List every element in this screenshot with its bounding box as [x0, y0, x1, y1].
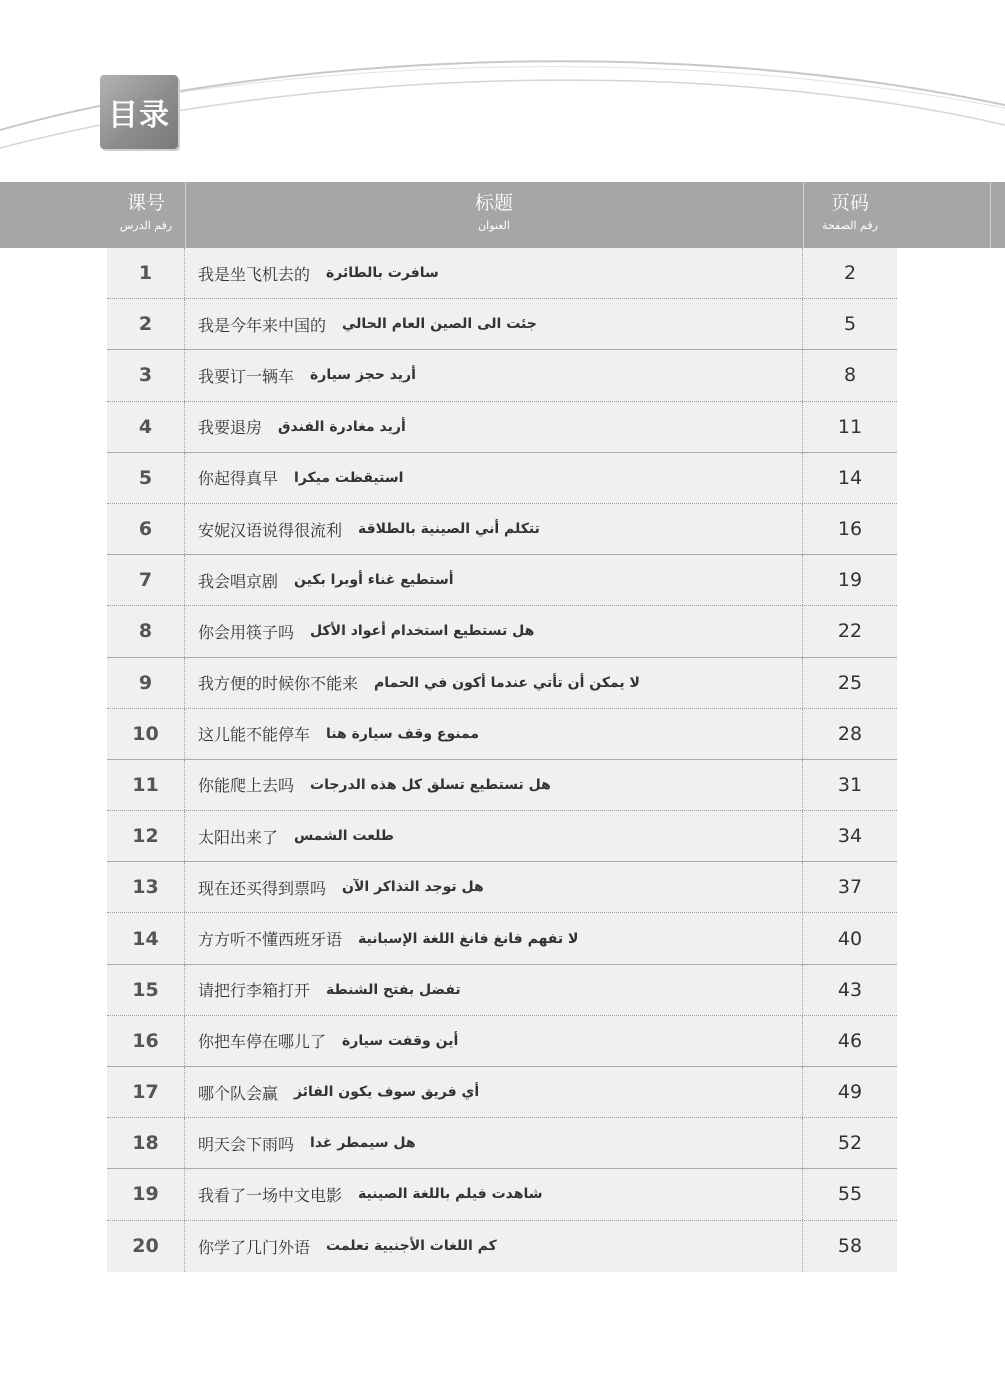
- table-row: [107, 1221, 897, 1272]
- lesson-title-ar: ممنوع وقف سيارة هنا: [326, 725, 480, 742]
- lesson-page-number: 34: [837, 825, 863, 848]
- lesson-page-number: 25: [837, 671, 863, 694]
- header-lesson-number-ar: رقم الدرس: [119, 219, 173, 232]
- lesson-title-zh: 现在还买得到票吗: [198, 878, 327, 898]
- lesson-title-ar: هل توجد التذاكر الآن: [342, 879, 484, 896]
- lesson-number: 10: [107, 709, 185, 759]
- lesson-title: [185, 453, 803, 503]
- lesson-title-ar: أي فريق سوف يكون الفائز: [294, 1084, 480, 1101]
- lesson-page-number: 31: [837, 773, 863, 796]
- header-lesson-number: [107, 182, 185, 248]
- lesson-title: [185, 913, 803, 963]
- lesson-page-number: 11: [837, 415, 863, 438]
- lesson-page-number: 37: [837, 876, 863, 899]
- lesson-number: 11: [107, 760, 185, 810]
- header-page-number-zh: 页码: [830, 192, 869, 214]
- table-row: [107, 1067, 897, 1118]
- table-row: [107, 350, 897, 401]
- lesson-title-ar: لا يمكن أن تأتي عندما أكون في الحمام: [374, 674, 640, 691]
- lesson-title: [185, 555, 803, 605]
- lesson-title-zh: 我是坐飞机去的: [198, 264, 311, 284]
- table-row: [107, 555, 897, 606]
- lesson-title-zh: 请把行李箱打开: [198, 981, 311, 1001]
- lesson-title-zh: 你把车停在哪儿了: [198, 1032, 327, 1052]
- lesson-title: [185, 299, 803, 349]
- lesson-title-ar: أين وقفت سيارة: [342, 1032, 459, 1049]
- lesson-title: [185, 606, 803, 656]
- lesson-title-zh: 明天会下雨吗: [198, 1134, 295, 1154]
- lesson-title-zh: 我会唱京剧: [198, 571, 279, 591]
- lesson-page-number: 58: [837, 1235, 863, 1258]
- lesson-page-number: 49: [837, 1081, 863, 1104]
- lesson-page-number: 55: [837, 1183, 863, 1206]
- lesson-title: [185, 1016, 803, 1066]
- lesson-number: 5: [107, 453, 185, 503]
- lesson-title: [185, 760, 803, 810]
- lesson-number: 15: [107, 965, 185, 1015]
- lesson-title-ar: استيقظت ميكرا: [294, 469, 404, 486]
- table-row: [107, 1169, 897, 1220]
- lesson-number: 19: [107, 1169, 185, 1219]
- lesson-title: [185, 658, 803, 708]
- lesson-title-zh: 我要退房: [198, 418, 263, 438]
- lesson-title-ar: كم اللغات الأجنبية تعلمت: [326, 1238, 497, 1255]
- lesson-title-ar: جئت الى الصين العام الحالي: [342, 316, 537, 333]
- lesson-title-zh: 方方听不懂西班牙语: [198, 930, 343, 950]
- lesson-title: [185, 402, 803, 452]
- header-title-ar: العنوان: [478, 219, 510, 232]
- table-row: [107, 1016, 897, 1067]
- lesson-page-number: 43: [837, 978, 863, 1001]
- page-title: 目录: [100, 75, 178, 149]
- table-row: [107, 658, 897, 709]
- lesson-page-number: 5: [843, 313, 857, 336]
- lesson-number: 20: [107, 1221, 185, 1272]
- lesson-number: 1: [107, 248, 185, 298]
- table-row: [107, 862, 897, 913]
- lesson-page-number: 8: [843, 364, 857, 387]
- lesson-title-ar: هل تستطيع استخدام أعواد الأكل: [310, 623, 535, 640]
- lesson-title-ar: طلعت الشمس: [294, 828, 394, 845]
- lesson-title-ar: هل سيمطر غدا: [310, 1135, 416, 1152]
- header-title: [185, 182, 803, 248]
- lesson-title-zh: 太阳出来了: [198, 827, 279, 847]
- lesson-number: 3: [107, 350, 185, 400]
- lesson-title: [185, 1169, 803, 1219]
- lesson-title: [185, 1221, 803, 1272]
- header-lesson-number-zh: 课号: [126, 192, 165, 214]
- header-page-number-ar: رقم الصفحة: [822, 219, 878, 232]
- lesson-title-zh: 我方便的时候你不能来: [198, 674, 359, 694]
- header-title-zh: 标题: [474, 192, 513, 214]
- lesson-title-ar: أستطيع غناء أوبرا بكين: [294, 572, 454, 589]
- table-row: [107, 453, 897, 504]
- table-row: [107, 299, 897, 350]
- table-row: [107, 606, 897, 657]
- lesson-number: 17: [107, 1067, 185, 1117]
- lesson-title-ar: تتكلم أني الصينية بالطلاقة: [358, 521, 540, 538]
- lesson-title: [185, 1118, 803, 1168]
- lesson-number: 2: [107, 299, 185, 349]
- lesson-title-zh: 我看了一场中文电影: [198, 1185, 343, 1205]
- lesson-title-zh: 你学了几门外语: [198, 1237, 311, 1257]
- lesson-title: [185, 965, 803, 1015]
- lesson-page-number: 46: [837, 1029, 863, 1052]
- lesson-title-ar: تفضل بفتح الشنطة: [326, 981, 461, 998]
- lesson-page-number: 28: [837, 722, 863, 745]
- lesson-title-ar: شاهدت فيلم باللغة الصينية: [358, 1186, 543, 1203]
- lesson-title-ar: هل تستطيع تسلق كل هذه الدرجات: [310, 776, 551, 793]
- table-row: [107, 760, 897, 811]
- lesson-page-number: 2: [843, 262, 857, 285]
- lesson-page-number: 19: [837, 569, 863, 592]
- lesson-title: [185, 862, 803, 912]
- lesson-number: 4: [107, 402, 185, 452]
- table-row: [107, 811, 897, 862]
- lesson-title-zh: 安妮汉语说得很流利: [198, 520, 343, 540]
- table-row: [107, 248, 897, 299]
- lesson-number: 9: [107, 658, 185, 708]
- lesson-number: 18: [107, 1118, 185, 1168]
- table-row: [107, 504, 897, 555]
- lesson-title-zh: 你能爬上去吗: [198, 776, 295, 796]
- header-page-number: [803, 182, 897, 248]
- lesson-page-number: 52: [837, 1132, 863, 1155]
- lesson-page-number: 14: [837, 466, 863, 489]
- lesson-number: 7: [107, 555, 185, 605]
- lesson-page-number: 40: [837, 927, 863, 950]
- lesson-title-zh: 你会用筷子吗: [198, 622, 295, 642]
- lesson-title: [185, 1067, 803, 1117]
- lesson-title: [185, 248, 803, 298]
- lesson-title-zh: 你起得真早: [198, 469, 279, 489]
- lesson-title-zh: 哪个队会赢: [198, 1083, 279, 1103]
- lesson-title-zh: 这儿能不能停车: [198, 725, 311, 745]
- lesson-title-ar: لا تفهم فانغ فانغ اللغة الإسبانية: [358, 930, 579, 947]
- lesson-title: [185, 350, 803, 400]
- lesson-number: 16: [107, 1016, 185, 1066]
- table-row: [107, 913, 897, 964]
- lesson-title: [185, 709, 803, 759]
- table-row: [107, 709, 897, 760]
- lesson-title: [185, 504, 803, 554]
- lesson-title-ar: سافرت بالطائرة: [326, 265, 439, 282]
- lesson-number: 12: [107, 811, 185, 861]
- table-header: [0, 182, 1005, 248]
- lesson-title-zh: 我要订一辆车: [198, 366, 295, 386]
- table-row: [107, 965, 897, 1016]
- lesson-number: 13: [107, 862, 185, 912]
- lesson-title-ar: أريد حجز سيارة: [310, 367, 416, 384]
- table-row: [107, 402, 897, 453]
- lesson-number: 14: [107, 913, 185, 963]
- lesson-number: 8: [107, 606, 185, 656]
- lesson-page-number: 22: [837, 620, 863, 643]
- lesson-title-zh: 我是今年来中国的: [198, 315, 327, 335]
- table-of-contents: [107, 248, 897, 1272]
- table-row: [107, 1118, 897, 1169]
- lesson-page-number: 16: [837, 518, 863, 541]
- lesson-number: 6: [107, 504, 185, 554]
- lesson-title: [185, 811, 803, 861]
- lesson-title-ar: أريد مغادرة الفندق: [278, 418, 406, 435]
- header-divider: [990, 182, 991, 248]
